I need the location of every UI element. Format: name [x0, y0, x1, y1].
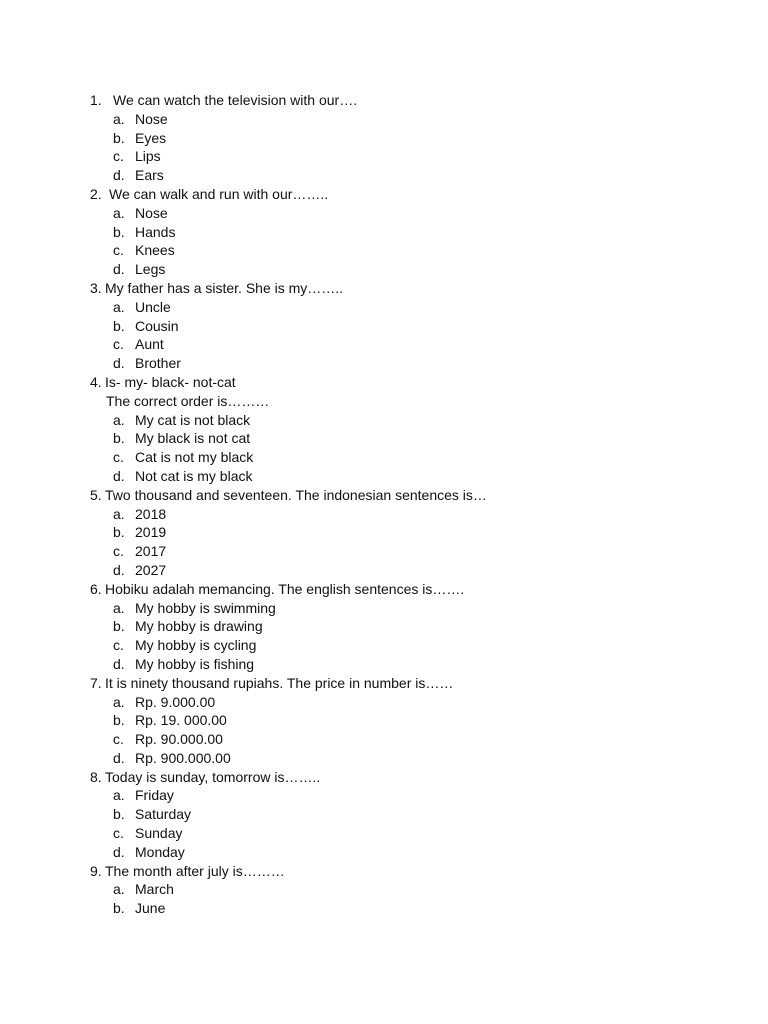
option-text: Monday — [135, 843, 185, 860]
question-1 — [90, 91, 730, 185]
option-letter: d. — [113, 167, 125, 184]
option-letter: d. — [113, 261, 125, 278]
question-2-options — [90, 204, 730, 279]
question-1-options — [90, 110, 730, 185]
question-4-options — [90, 411, 730, 486]
option-text: Lips — [135, 148, 161, 165]
question-6-number: 6. — [90, 580, 102, 597]
option-1a — [90, 110, 730, 129]
option-text: 2017 — [135, 543, 167, 560]
option-1d — [90, 166, 730, 185]
question-2-stem — [90, 185, 730, 204]
question-9-stem — [90, 862, 730, 881]
option-1b — [90, 129, 730, 148]
option-letter: a. — [113, 787, 125, 804]
question-5-stem — [90, 486, 730, 505]
option-7d — [90, 749, 730, 768]
question-5-number: 5. — [90, 486, 102, 503]
question-1-stem — [90, 91, 730, 110]
option-text: Hands — [135, 223, 176, 240]
option-text: My hobby is fishing — [135, 655, 255, 672]
option-6b — [90, 617, 730, 636]
option-text: Sunday — [135, 825, 183, 842]
question-2-number: 2. — [90, 185, 102, 202]
option-letter: d. — [113, 749, 125, 766]
question-9 — [90, 862, 730, 918]
question-3 — [90, 279, 730, 373]
option-letter: a. — [113, 881, 125, 898]
option-letter: c. — [113, 148, 124, 165]
question-3-text: My father has a sister. She is my…….. — [105, 279, 344, 296]
option-7c — [90, 730, 730, 749]
option-3a — [90, 298, 730, 317]
option-text: My hobby is drawing — [135, 618, 263, 635]
option-letter: c. — [113, 449, 124, 466]
question-8 — [90, 768, 730, 862]
option-text: Saturday — [135, 806, 192, 823]
question-6-text: Hobiku adalah memancing. The english sentences is……. — [105, 580, 465, 597]
option-letter: b. — [113, 618, 125, 635]
option-7a — [90, 693, 730, 712]
option-2b — [90, 223, 730, 242]
option-5c — [90, 542, 730, 561]
option-letter: b. — [113, 900, 125, 917]
option-text: My hobby is swimming — [135, 599, 276, 616]
option-3d — [90, 354, 730, 373]
question-9-options — [90, 880, 730, 918]
option-letter: b. — [113, 223, 125, 240]
option-letter: a. — [113, 693, 125, 710]
option-4a — [90, 411, 730, 430]
option-letter: a. — [113, 298, 125, 315]
option-text: 2019 — [135, 524, 167, 541]
option-letter: d. — [113, 655, 125, 672]
option-2a — [90, 204, 730, 223]
option-text: Cat is not my black — [135, 449, 254, 466]
option-text: 2027 — [135, 561, 167, 578]
question-3-number: 3. — [90, 279, 102, 296]
option-letter: a. — [113, 599, 125, 616]
question-4-stem — [90, 373, 730, 392]
option-text: Friday — [135, 787, 174, 804]
question-7-number: 7. — [90, 674, 102, 691]
option-text: Eyes — [135, 129, 167, 146]
option-text: Uncle — [135, 298, 171, 315]
option-2c — [90, 241, 730, 260]
option-6c — [90, 636, 730, 655]
option-text: Legs — [135, 261, 166, 278]
question-3-stem — [90, 279, 730, 298]
option-2d — [90, 260, 730, 279]
option-letter: b. — [113, 806, 125, 823]
option-4d — [90, 467, 730, 486]
option-3c — [90, 335, 730, 354]
option-3b — [90, 317, 730, 336]
option-letter: d. — [113, 467, 125, 484]
option-text: Knees — [135, 242, 175, 259]
option-letter: c. — [113, 825, 124, 842]
question-4 — [90, 373, 730, 486]
question-2-text: We can walk and run with our…….. — [109, 185, 329, 202]
option-text: March — [135, 881, 174, 898]
option-text: June — [135, 900, 166, 917]
question-2 — [90, 185, 730, 279]
option-letter: c. — [113, 336, 124, 353]
option-8c — [90, 824, 730, 843]
option-6d — [90, 655, 730, 674]
question-6 — [90, 580, 730, 674]
question-4-number: 4. — [90, 373, 102, 390]
question-8-text: Today is sunday, tomorrow is…….. — [105, 768, 321, 785]
question-6-stem — [90, 580, 730, 599]
question-5-text: Two thousand and seventeen. The indonesian sentences is… — [105, 486, 487, 503]
question-8-options — [90, 786, 730, 861]
option-6a — [90, 599, 730, 618]
question-5 — [90, 486, 730, 580]
option-text: My hobby is cycling — [135, 637, 257, 654]
option-5b — [90, 523, 730, 542]
option-letter: d. — [113, 843, 125, 860]
option-9a — [90, 880, 730, 899]
option-text: Aunt — [135, 336, 164, 353]
option-text: My cat is not black — [135, 411, 251, 428]
option-text: 2018 — [135, 505, 167, 522]
option-letter: d. — [113, 355, 125, 372]
option-4b — [90, 429, 730, 448]
option-7b — [90, 711, 730, 730]
question-7-text: It is ninety thousand rupiahs. The price in number is…… — [105, 674, 454, 691]
option-text: Rp. 900.000.00 — [135, 749, 231, 766]
option-8a — [90, 786, 730, 805]
question-5-options — [90, 505, 730, 580]
option-8d — [90, 843, 730, 862]
question-4-subtext: The correct order is……… — [106, 392, 270, 409]
option-text: Ears — [135, 167, 164, 184]
option-letter: b. — [113, 317, 125, 334]
option-letter: b. — [113, 524, 125, 541]
option-letter: b. — [113, 129, 125, 146]
option-9b — [90, 899, 730, 918]
question-7-options — [90, 693, 730, 768]
question-9-number: 9. — [90, 862, 102, 879]
option-4c — [90, 448, 730, 467]
option-letter: a. — [113, 110, 125, 127]
option-text: My black is not cat — [135, 430, 251, 447]
option-1c — [90, 147, 730, 166]
option-letter: c. — [113, 637, 124, 654]
question-1-text: We can watch the television with our…. — [113, 92, 358, 108]
question-1-number: 1. — [90, 92, 102, 108]
option-text: Nose — [135, 204, 168, 221]
option-letter: a. — [113, 204, 125, 221]
option-letter: c. — [113, 242, 124, 259]
option-text: Rp. 90.000.00 — [135, 731, 223, 748]
option-letter: a. — [113, 505, 125, 522]
option-letter: c. — [113, 543, 124, 560]
option-letter: b. — [113, 430, 125, 447]
option-text: Cousin — [135, 317, 179, 334]
option-letter: d. — [113, 561, 125, 578]
option-letter: b. — [113, 712, 125, 729]
question-3-options — [90, 298, 730, 373]
option-text: Not cat is my black — [135, 467, 253, 484]
option-letter: a. — [113, 411, 125, 428]
option-8b — [90, 805, 730, 824]
question-7 — [90, 674, 730, 768]
question-8-number: 8. — [90, 768, 102, 785]
question-9-text: The month after july is……… — [105, 862, 285, 879]
question-8-stem — [90, 768, 730, 787]
option-5a — [90, 505, 730, 524]
question-6-options — [90, 599, 730, 674]
option-text: Rp. 19. 000.00 — [135, 712, 227, 729]
option-5d — [90, 561, 730, 580]
option-text: Rp. 9.000.00 — [135, 693, 216, 710]
question-7-stem — [90, 674, 730, 693]
option-text: Brother — [135, 355, 181, 372]
option-letter: c. — [113, 731, 124, 748]
quiz-list — [90, 91, 730, 918]
question-4-text: Is- my- black- not-cat — [105, 373, 236, 390]
option-text: Nose — [135, 110, 168, 127]
